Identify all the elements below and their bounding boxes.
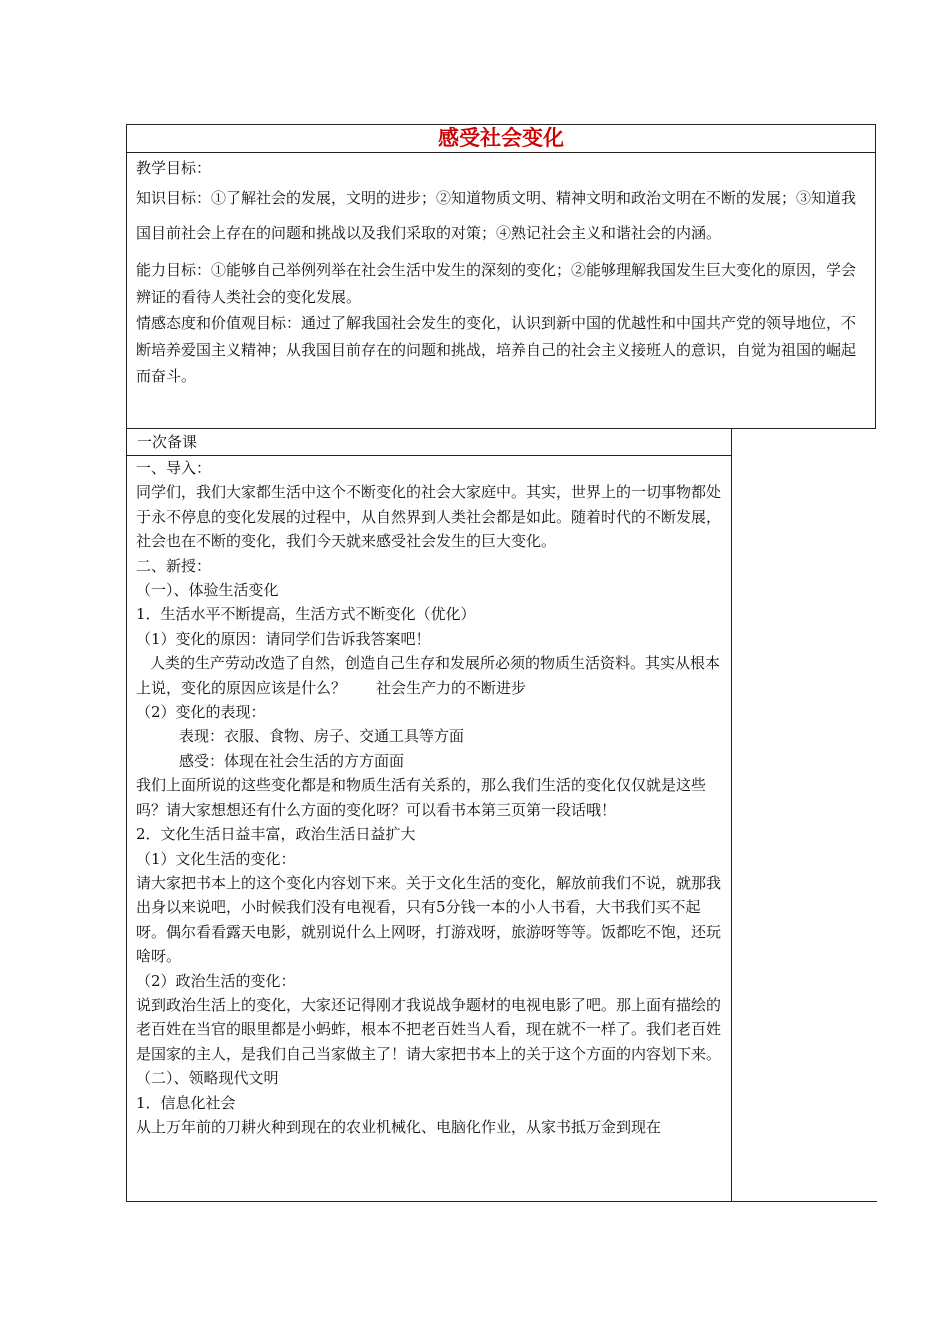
lesson-line: （一）、体验生活变化	[136, 581, 279, 600]
lesson-line: 感受：体现在社会生活的方方面面	[179, 751, 405, 770]
lesson-line: （二）、领略现代文明	[136, 1069, 279, 1088]
lesson-line: 表现：衣服、食物、房子、交通工具等方面	[179, 727, 465, 746]
knowledge-objective: 知识目标：①了解社会的发展，文明的进步；②知道物质文明、精神文明和政治文明在不断的发展；③知道我国目前社会上存在的问题和挑战以及我们采取的对策；④熟记社会主义和谐社会的内涵。	[136, 189, 857, 242]
lesson-line: 二、新授：	[136, 556, 212, 575]
prep-label: 一次备课	[127, 429, 731, 456]
lesson-line: （2）政治生活的变化：	[136, 971, 296, 990]
emotion-objective: 情感态度和价值观目标：通过了解我国社会发生的变化，认识到新中国的优越性和中国共产党的领导地位，不断培养爱国主义精神；从我国目前存在的问题和挑战，培养自己的社会主义接班人的意识，自觉为祖国的崛起而奋斗。	[136, 314, 857, 385]
lesson-line: （2）变化的表现：	[136, 703, 266, 722]
objectives-table	[126, 124, 876, 429]
lesson-line: 2．文化生活日益丰富，政治生活日益扩大	[136, 825, 416, 844]
objectives-cell	[127, 153, 875, 390]
lesson-line: 人类的生产劳动改造了自然，创造自己生存和发展所必须的物质生活资料。其实从根本上说，变化的原因应该是什么？ 社会生产力的不断进步	[136, 654, 721, 697]
lesson-line: 同学们，我们大家都生活中这个不断变化的社会大家庭中。其实，世界上的一切事物都处于永不停息的变化发展的过程中，从自然界到人类社会都是如此。随着时代的不断发展，社会也在不断的变化，我们今天就来感受社会发生的巨大变化。	[136, 483, 722, 551]
lesson-line: 一、导入：	[136, 459, 212, 477]
lesson-line: （1）变化的原因：请同学们告诉我答案吧！	[136, 629, 431, 648]
page-title: 感受社会变化	[438, 126, 564, 150]
lesson-table	[126, 429, 732, 1201]
lesson-line: 请大家把书本上的这个变化内容划下来。关于文化生活的变化，解放前我们不说，就那我出身以来说吧，小时候我们没有电视看，只有5分钱一本的小人书看，大书我们买不起呀。偶尔看看露天电影，就别说什么上网呀，打游戏呀，旅游呀等等。饭都吃不饱，还玩啥呀。	[136, 873, 722, 966]
title-row	[127, 125, 875, 153]
lesson-line: （1）文化生活的变化：	[136, 849, 296, 868]
lesson-body	[127, 456, 731, 1139]
lesson-line: 说到政治生活上的变化，大家还记得刚才我说战争题材的电视电影了吧。那上面有描绘的老百姓在当官的眼里都是小蚂蚱，根本不把老百姓当人看，现在就不一样了。我们老百姓是国家的主人，是我们自己当家做主了！请大家把书本上的关于这个方面的内容划下来。	[136, 995, 722, 1063]
ability-objective: 能力目标：①能够自己举例列举在社会生活中发生的深刻的变化；②能够理解我国发生巨大变化的原因，学会辨证的看待人类社会的变化发展。	[136, 261, 857, 306]
lesson-line: 我们上面所说的这些变化都是和物质生活有关系的，那么我们生活的变化仅仅就是这些吗？请大家想想还有什么方面的变化呀？可以看书本第三页第一段话哦！	[136, 776, 707, 819]
lesson-line: 从上万年前的刀耕火种到现在的农业机械化、电脑化作业，从家书抵万金到现在	[136, 1117, 662, 1136]
lesson-line: 1．生活水平不断提高，生活方式不断变化（优化）	[136, 605, 476, 624]
objectives-heading: 教学目标：	[136, 159, 212, 177]
lesson-line: 1．信息化社会	[136, 1093, 236, 1112]
